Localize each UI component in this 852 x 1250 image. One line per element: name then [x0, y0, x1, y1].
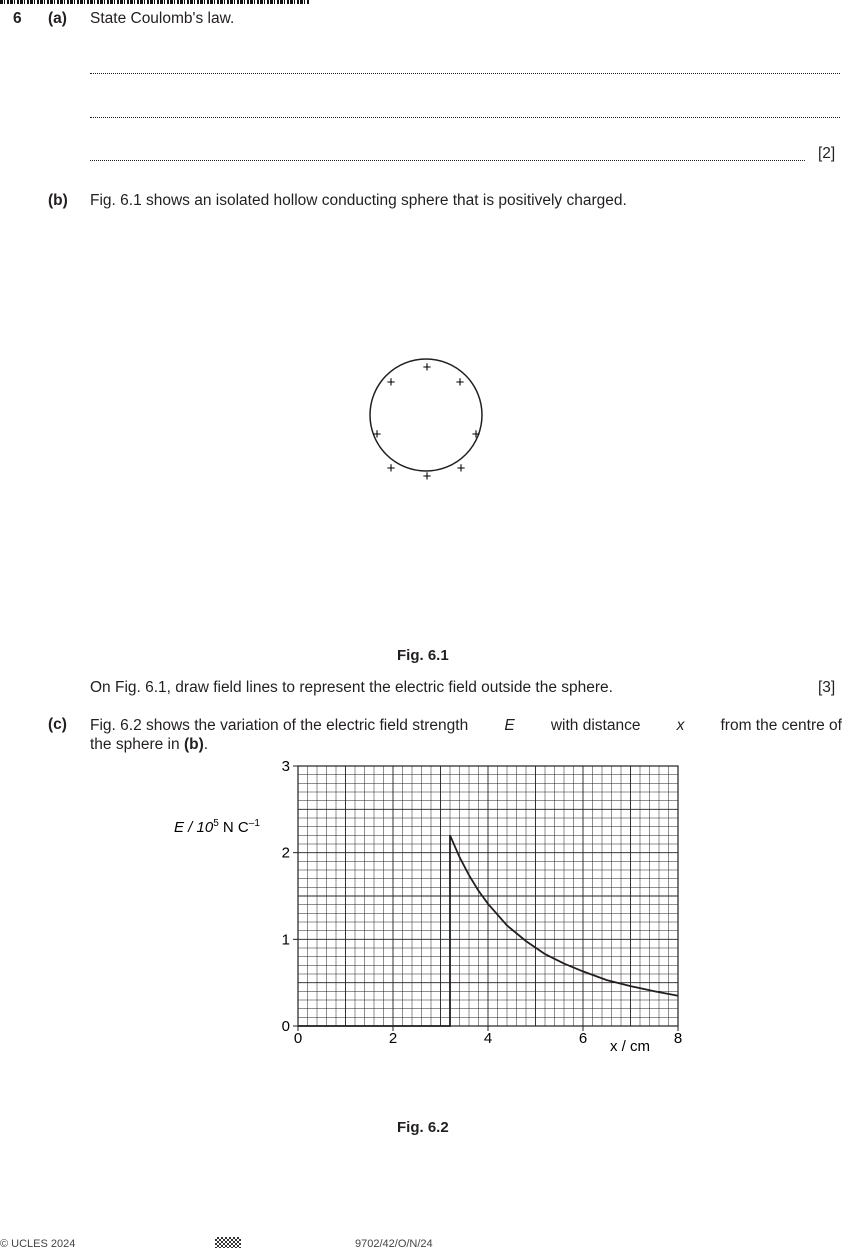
chart-ticks	[282, 758, 683, 1047]
x-tick-label: 0	[293, 1030, 303, 1047]
y-tick-label: 3	[281, 758, 290, 775]
y-axis-label: E / $10^5$ N $C^{-1}$	[174, 818, 260, 836]
chart-grid	[298, 766, 678, 1026]
part-c-ref-b: (b)	[183, 736, 204, 753]
charge-plus: +	[422, 468, 432, 482]
x-tick-label: 8	[673, 1030, 683, 1047]
part-b-label: (b)	[48, 192, 68, 209]
x-tick-label: 6	[578, 1030, 588, 1047]
part-b-instruction: On Fig. 6.1, draw field lines to represent the electric field outside the sphere.	[90, 679, 613, 696]
part-c-text-5: .	[203, 736, 209, 753]
footer-datamatrix	[215, 1237, 241, 1248]
part-c-text-3: from the centre of	[720, 717, 842, 734]
charge-plus: +	[456, 460, 466, 477]
charge-plus: +	[372, 426, 382, 443]
part-c-text-2: with distance	[550, 717, 641, 734]
fig-6-1-caption: Fig. 6.1	[397, 647, 449, 664]
part-b-marks: [3]	[818, 679, 836, 696]
y-tick-label: 1	[281, 931, 290, 949]
footer-code: 9702/42/O/N/24	[355, 1238, 433, 1250]
part-a-label: (a)	[48, 10, 67, 27]
charge-plus: +	[422, 359, 432, 376]
part-a-marks: [2]	[818, 145, 836, 162]
part-c-symbol-x: x	[676, 717, 685, 734]
part-b-text: Fig. 6.1 shows an isolated hollow conducting sphere that is positively charged.	[90, 192, 627, 209]
footer-copyright: © UCLES 2024	[0, 1238, 76, 1250]
y-tick-label: 0	[281, 1018, 290, 1035]
part-c-symbol-E: E	[504, 717, 515, 734]
part-c-label: (c)	[48, 716, 67, 733]
question-number: 6	[13, 10, 22, 27]
y-tick-label: 2	[281, 844, 290, 862]
fig-6-2-caption: Fig. 6.2	[397, 1119, 449, 1136]
part-a-text: State Coulomb's law.	[90, 10, 235, 27]
charge-plus: +	[386, 374, 396, 391]
charge-plus: +	[471, 426, 481, 443]
charge-plus: +	[455, 374, 465, 391]
charge-plus: +	[386, 460, 396, 477]
part-c-text-4: the sphere in	[90, 736, 180, 753]
x-tick-label: 2	[388, 1030, 398, 1047]
x-tick-label: 4	[483, 1030, 493, 1047]
x-axis-label: x / cm	[610, 1038, 650, 1055]
part-c-text-1: Fig. 6.2 shows the variation of the electric field strength	[90, 717, 469, 734]
